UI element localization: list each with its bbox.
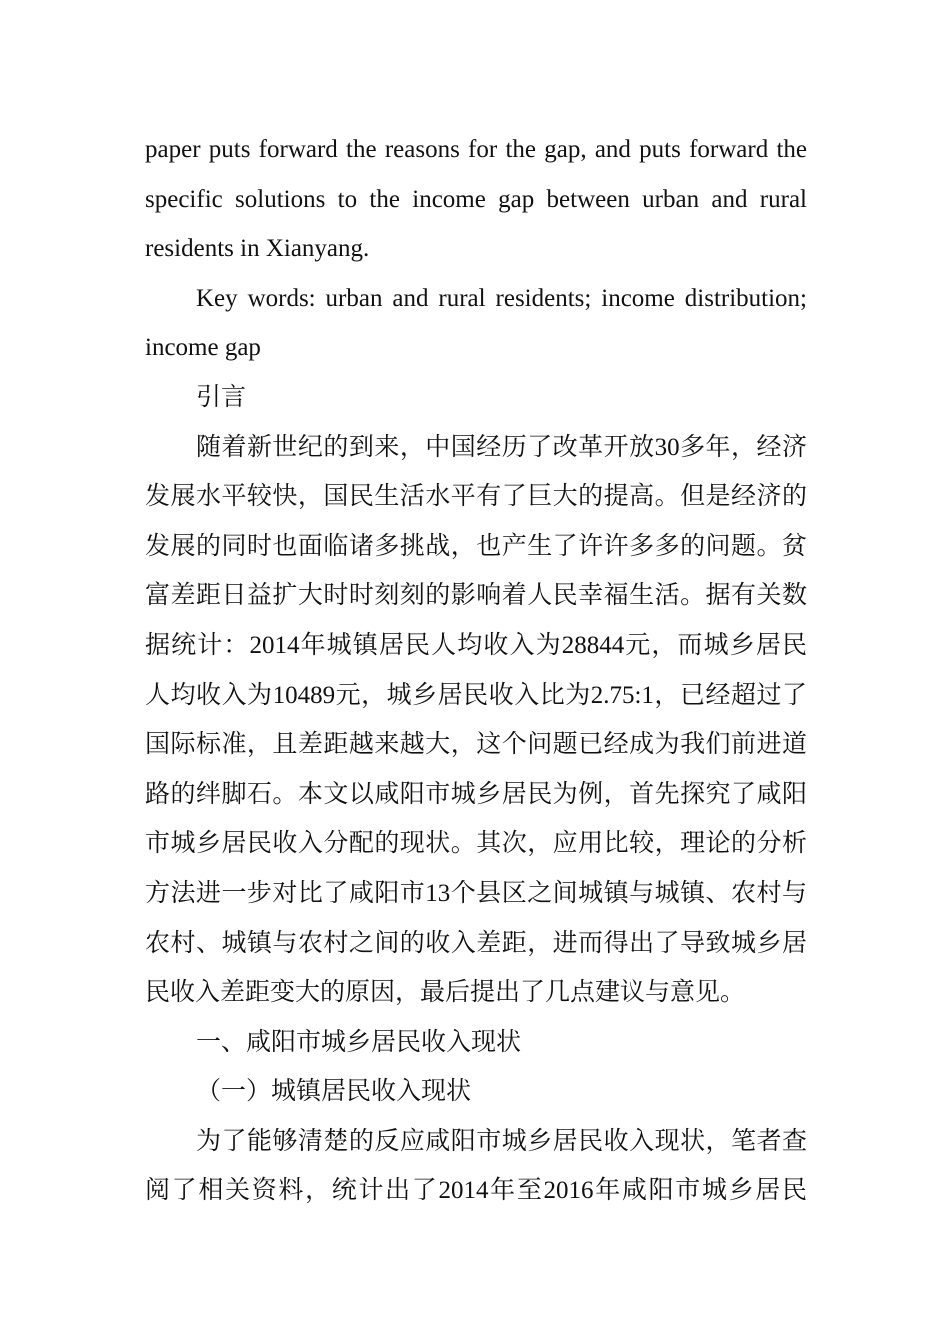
intro-heading: 引言 xyxy=(196,383,247,411)
intro-paragraph: 随着新世纪的到来，中国经历了改革开放30多年，经济发展水平较快，国民生活水平有了巨大的提高。但是经济的发展的同时也面临诸多挑战，也产生了许许多多的问题。贫富差距日益扩大时时刻刻的影响着人民幸福生活。据有关数据统计：2014年城镇居民人均收入为28844元，而城乡居民人均收入为10489元，城乡居民收入比为2.75:1，已经超过了国际标准，且差距越来越大，这个问题已经成为我们前进道路的绊脚石。本文以咸阳市城乡居民为例，首先探究了咸阳市城乡居民收入分配的现状。其次，应用比较，理论的分析方法进一步对比了咸阳市13个县区之间城镇与城镇、农村与农村、城镇与农村之间的收入差距，进而得出了导致城乡居民收入差距变大的原因，最后提出了几点建议与意见。 xyxy=(145,433,807,1007)
abstract-continuation: paper puts forward the reasons for the gap, and puts forward the specific solutions to the income gap between urban and rural residents in Xianyang. xyxy=(145,136,807,263)
subsection-heading: （一）城镇居民收入现状 xyxy=(196,1078,472,1106)
section-paragraph: 为了能够清楚的反应咸阳市城乡居民收入现状，笔者查阅了相关资料，统计出了2014年至2016年咸阳市城乡居民 xyxy=(145,1127,807,1205)
section-heading: 一、咸阳市城乡居民收入现状 xyxy=(196,1028,522,1056)
body-text xyxy=(145,125,807,1216)
keywords-line: Key words: urban and rural residents; income distribution; income gap xyxy=(145,284,807,362)
